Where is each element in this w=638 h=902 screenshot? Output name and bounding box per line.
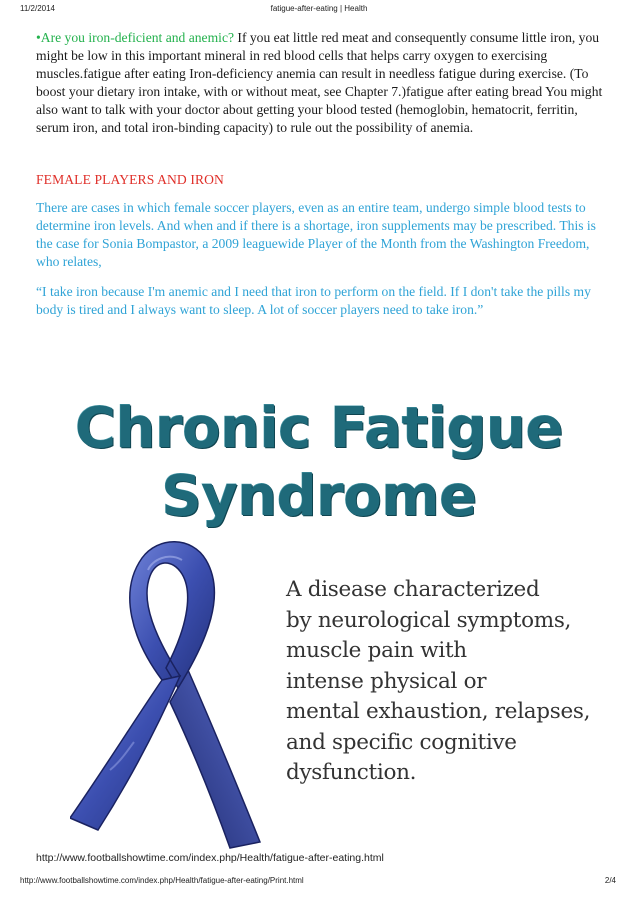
page-footer bbox=[0, 874, 638, 886]
awareness-ribbon-icon bbox=[70, 530, 280, 850]
description-line: A disease characterized bbox=[286, 577, 540, 602]
page-number: 2/4 bbox=[604, 876, 616, 885]
image-description bbox=[286, 575, 626, 789]
source-link[interactable]: http://www.footballshowtime.com/index.php/Health/fatigue-after-eating.html bbox=[36, 852, 384, 864]
image-title-line2: Syndrome bbox=[161, 464, 477, 529]
section-heading: FEMALE PLAYERS AND IRON bbox=[36, 172, 224, 187]
description-line: and specific cognitive bbox=[286, 729, 517, 755]
description-line: muscle pain with bbox=[286, 638, 467, 663]
female-players-paragraph: There are cases in which female soccer players, even as an entire team, undergo simple blood tests to determine iron levels. And when and if there is a shortage, iron supplements may be prescribed. This is the case for Sonia Bompastor, a 2009 leaguewide Player of the Month from the Washington Freedom, who relates, bbox=[36, 200, 596, 269]
footer-url[interactable]: http://www.footballshowtime.com/index.php/Health/fatigue-after-eating/Print.html bbox=[20, 876, 304, 885]
print-title: fatigue-after-eating | Health bbox=[270, 4, 368, 13]
description-line: dysfunction. bbox=[286, 760, 417, 785]
chronic-fatigue-image bbox=[0, 380, 638, 850]
page-header bbox=[0, 2, 638, 14]
quote-paragraph: “I take iron because I'm anemic and I need that iron to perform on the field. If I don't take the pills my body is tired and I always want to sleep. A lot of soccer players need to take iron.” bbox=[36, 284, 591, 317]
paragraph-body: If you eat little red meat and consequently consume little iron, you might be low in this important mineral in red blood cells that helps carry oxygen to exercising muscles.fatigue after eating Iron-deficiency anemia can result in needless fatigue during exercise. (To boost your dietary iron intake, with or without meat, see Chapter 7.)fatigue after eating bread You might also want to talk with your doctor about getting your blood tested (hemoglobin, hematocrit, ferritin, serum iron, and total iron-binding capacity) to rule out the possibility of anemia. bbox=[36, 30, 603, 135]
description-line: intense physical or bbox=[286, 668, 487, 694]
image-title-line1: Chronic Fatigue bbox=[75, 396, 563, 461]
iron-deficiency-paragraph bbox=[36, 29, 606, 137]
description-line: mental exhaustion, relapses, bbox=[286, 699, 591, 724]
description-line: by neurological symptoms, bbox=[286, 607, 572, 633]
paragraph-lead-question: •Are you iron-deficient and anemic? bbox=[36, 30, 235, 45]
print-date: 11/2/2014 bbox=[20, 4, 55, 13]
